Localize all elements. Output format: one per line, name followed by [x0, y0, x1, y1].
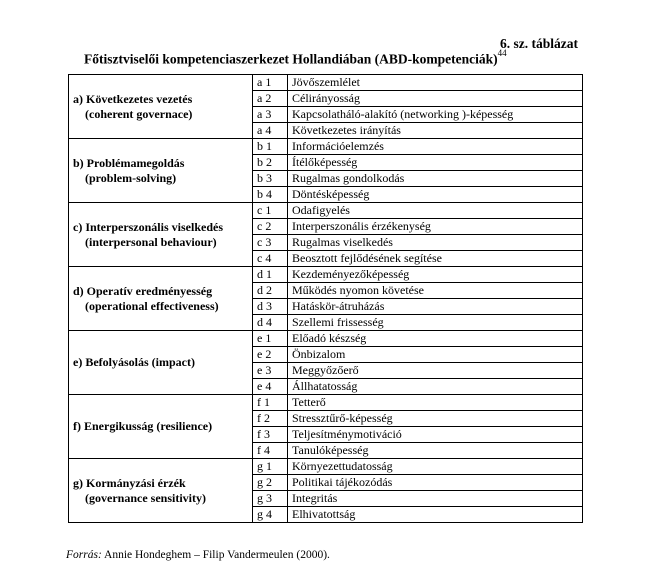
table-row	[69, 331, 583, 347]
competency-skill: Előadó készség	[288, 331, 583, 347]
competency-skill: Tetterő	[288, 395, 583, 411]
table-title-text: Főtisztviselői kompetenciaszerkezet Hollandiában (ABD-kompetenciák)	[84, 51, 498, 67]
competency-code: f 1	[253, 395, 288, 411]
table-row	[69, 267, 583, 283]
group-english-name: (governance sensitivity)	[85, 490, 206, 505]
competency-code: g 1	[253, 459, 288, 475]
competency-group	[69, 203, 253, 267]
competency-skill: Elhivatottság	[288, 507, 583, 523]
competency-skill: Következetes irányítás	[288, 123, 583, 139]
group-english-name: (problem-solving)	[85, 170, 177, 185]
competency-table-body	[69, 75, 583, 523]
table-number: 6. sz. táblázat	[500, 36, 578, 51]
table-title	[84, 50, 507, 68]
competency-code: a 1	[253, 75, 288, 91]
competency-code: f 3	[253, 427, 288, 443]
competency-skill: Rugalmas gondolkodás	[288, 171, 583, 187]
competency-skill: Politikai tájékozódás	[288, 475, 583, 491]
competency-code: f 2	[253, 411, 288, 427]
competency-skill: Ítélőképesség	[288, 155, 583, 171]
competency-code: g 4	[253, 507, 288, 523]
competency-code: b 1	[253, 139, 288, 155]
competency-skill: Döntésképesség	[288, 187, 583, 203]
competency-code: b 4	[253, 187, 288, 203]
footnote-reference: 44	[497, 48, 507, 58]
table-row	[69, 459, 583, 475]
competency-group	[69, 459, 253, 523]
table-row	[69, 75, 583, 91]
source-note	[66, 549, 330, 561]
competency-skill: Szellemi frissesség	[288, 315, 583, 331]
competency-code: a 3	[253, 107, 288, 123]
competency-code: d 3	[253, 299, 288, 315]
group-name: d) Operatív eredményesség	[73, 283, 213, 298]
competency-code: e 4	[253, 379, 288, 395]
competency-skill: Beosztott fejlődésének segítése	[288, 251, 583, 267]
competency-table	[68, 74, 583, 523]
competency-skill: Önbizalom	[288, 347, 583, 363]
competency-group	[69, 267, 253, 331]
competency-code: c 2	[253, 219, 288, 235]
competency-code: g 3	[253, 491, 288, 507]
competency-code: c 1	[253, 203, 288, 219]
competency-skill: Rugalmas viselkedés	[288, 235, 583, 251]
competency-skill: Odafigyelés	[288, 203, 583, 219]
source-text: Annie Hondeghem – Filip Vandermeulen (2000).	[101, 549, 330, 561]
competency-code: g 2	[253, 475, 288, 491]
competency-skill: Kapcsolatháló-alakító (networking )-képesség	[288, 107, 583, 123]
group-name: a) Következetes vezetés	[73, 91, 193, 106]
table-row	[69, 203, 583, 219]
group-name: b) Problémamegoldás	[73, 155, 185, 170]
competency-code: d 4	[253, 315, 288, 331]
competency-skill: Célirányosság	[288, 91, 583, 107]
competency-code: c 4	[253, 251, 288, 267]
competency-skill: Állhatatosság	[288, 379, 583, 395]
competency-group	[69, 139, 253, 203]
competency-code: e 1	[253, 331, 288, 347]
competency-code: b 3	[253, 171, 288, 187]
competency-skill: Tanulóképesség	[288, 443, 583, 459]
competency-code: f 4	[253, 443, 288, 459]
group-name: c) Interperszonális viselkedés	[73, 219, 223, 234]
table-row	[69, 139, 583, 155]
group-name: e) Befolyásolás (impact)	[73, 355, 195, 369]
competency-skill: Jövőszemlélet	[288, 75, 583, 91]
group-english-name: (operational effectiveness)	[85, 298, 219, 313]
competency-skill: Információelemzés	[288, 139, 583, 155]
competency-group	[69, 75, 253, 139]
competency-code: c 3	[253, 235, 288, 251]
competency-skill: Stressztűrő-képesség	[288, 411, 583, 427]
competency-code: a 2	[253, 91, 288, 107]
competency-skill: Meggyőzőerő	[288, 363, 583, 379]
competency-group	[69, 331, 253, 395]
competency-code: d 2	[253, 283, 288, 299]
source-label: Forrás:	[66, 549, 102, 561]
competency-skill: Hatáskör-átruházás	[288, 299, 583, 315]
group-english-name: (interpersonal behaviour)	[85, 234, 217, 249]
group-name: f) Energikusság (resilience)	[73, 419, 213, 433]
competency-code: e 2	[253, 347, 288, 363]
competency-skill: Interperszonális érzékenység	[288, 219, 583, 235]
group-english-name: (coherent governace)	[85, 106, 193, 121]
table-row	[69, 395, 583, 411]
competency-skill: Teljesítménymotiváció	[288, 427, 583, 443]
group-name: g) Kormányzási érzék	[73, 475, 186, 490]
competency-code: b 2	[253, 155, 288, 171]
competency-skill: Működés nyomon követése	[288, 283, 583, 299]
competency-code: a 4	[253, 123, 288, 139]
competency-code: e 3	[253, 363, 288, 379]
competency-code: d 1	[253, 267, 288, 283]
competency-skill: Környezettudatosság	[288, 459, 583, 475]
competency-group	[69, 395, 253, 459]
competency-skill: Kezdeményezőképesség	[288, 267, 583, 283]
competency-skill: Integritás	[288, 491, 583, 507]
